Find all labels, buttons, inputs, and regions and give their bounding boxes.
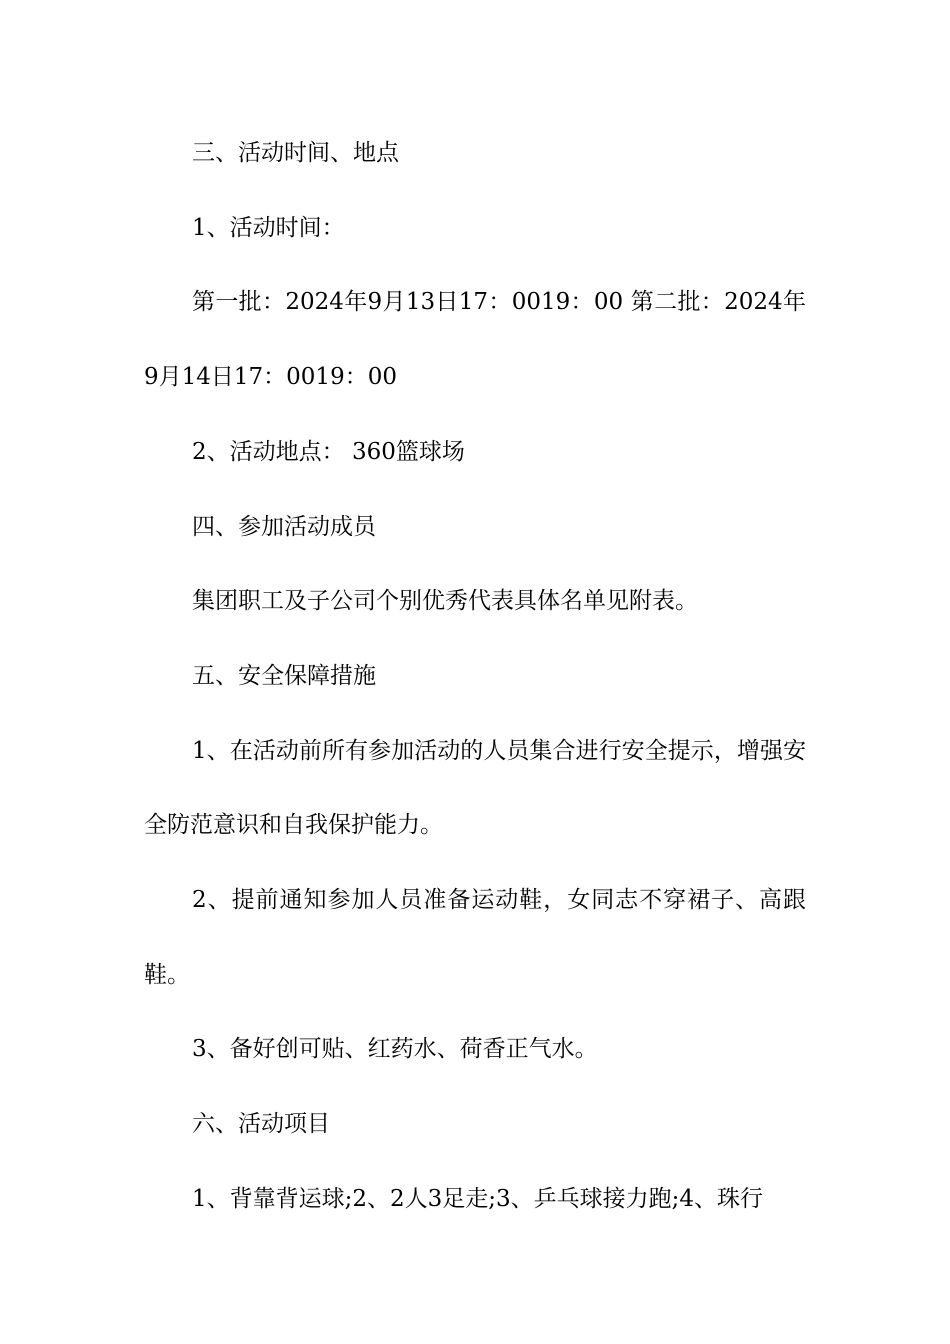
events-list: 1、背靠背运球;2、2人3足走;3、乒乓球接力跑;4、珠行 (192, 1185, 764, 1212)
section-heading-safety: 五、安全保障措施 (192, 662, 376, 689)
document-body (144, 116, 806, 1237)
activity-location: 2、活动地点： 360篮球场 (192, 438, 465, 465)
members-description: 集团职工及子公司个别优秀代表具体名单见附表。 (192, 588, 698, 615)
activity-time-label: 1、活动时间： (192, 214, 345, 241)
safety-item-1: 1、在活动前所有参加活动的人员集合进行安全提示，增强安全防范意识和自我保护能力。 (144, 737, 806, 839)
safety-item-2: 2、提前通知参加人员准备运动鞋，女同志不穿裙子、高跟鞋。 (144, 887, 806, 988)
section-heading-time-location: 三、活动时间、地点 (192, 140, 399, 166)
section-heading-events: 六、活动项目 (192, 1111, 330, 1138)
safety-item-3: 3、备好创可贴、红药水、荷香正气水。 (192, 1036, 598, 1063)
section-heading-members: 四、参加活动成员 (192, 513, 376, 540)
activity-time-batches: 第一批：2024年9月13日17：0019：00 第二批：2024年9月14日17：0019：00 (144, 289, 806, 391)
